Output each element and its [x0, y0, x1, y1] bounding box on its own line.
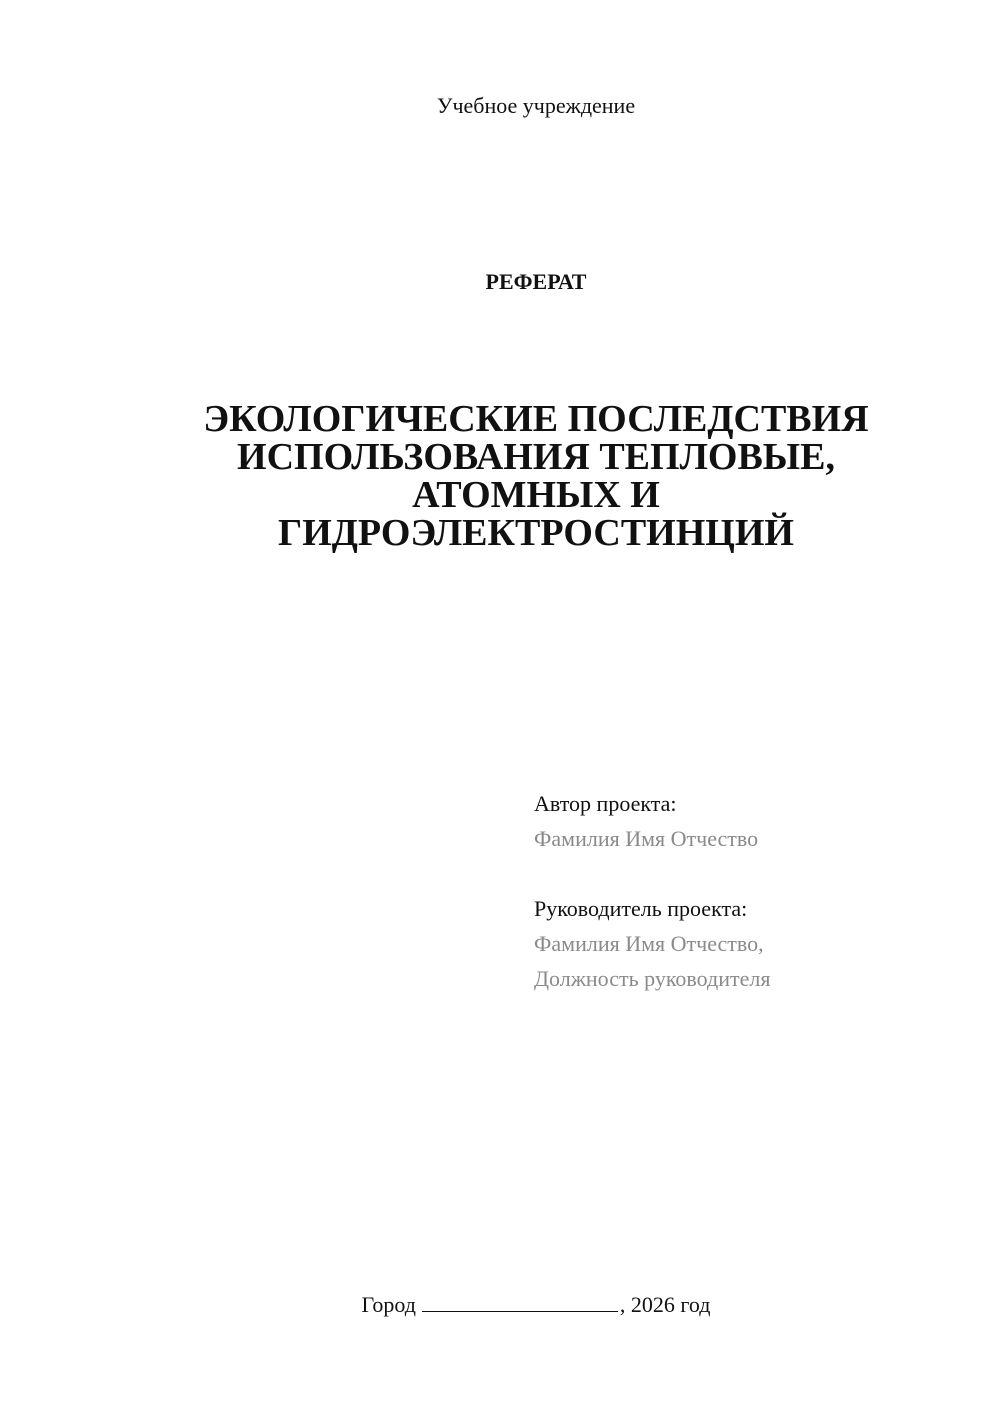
supervisor-label: Руководитель проекта: [534, 896, 748, 921]
institution-name: Учебное учреждение [436, 93, 636, 118]
title-line: ЭКОЛОГИЧЕСКИЕ ПОСЛЕДСТВИЯ [203, 398, 869, 440]
year-text: , 2026 год [619, 1292, 711, 1317]
title-line: АТОМНЫХ И [412, 474, 660, 516]
supervisor-position-placeholder: Должность руководителя [534, 966, 771, 991]
author-name-placeholder: Фамилия Имя Отчество [534, 826, 759, 851]
author-label: Автор проекта: [534, 791, 677, 816]
title-line: ИСПОЛЬЗОВАНИЯ ТЕПЛОВЫЕ, [237, 436, 835, 478]
document-type: РЕФЕРАТ [485, 269, 587, 294]
supervisor-name-placeholder: Фамилия Имя Отчество, [534, 931, 764, 956]
project-people-block [534, 786, 974, 996]
city-blank-line [422, 1290, 618, 1312]
city-year-line [0, 1290, 1000, 1319]
city-label: Город [361, 1292, 416, 1317]
spacer [534, 856, 974, 891]
document-title [150, 400, 922, 552]
title-line: ГИДРОЭЛЕКТРОСТИНЦИЙ [278, 512, 794, 554]
